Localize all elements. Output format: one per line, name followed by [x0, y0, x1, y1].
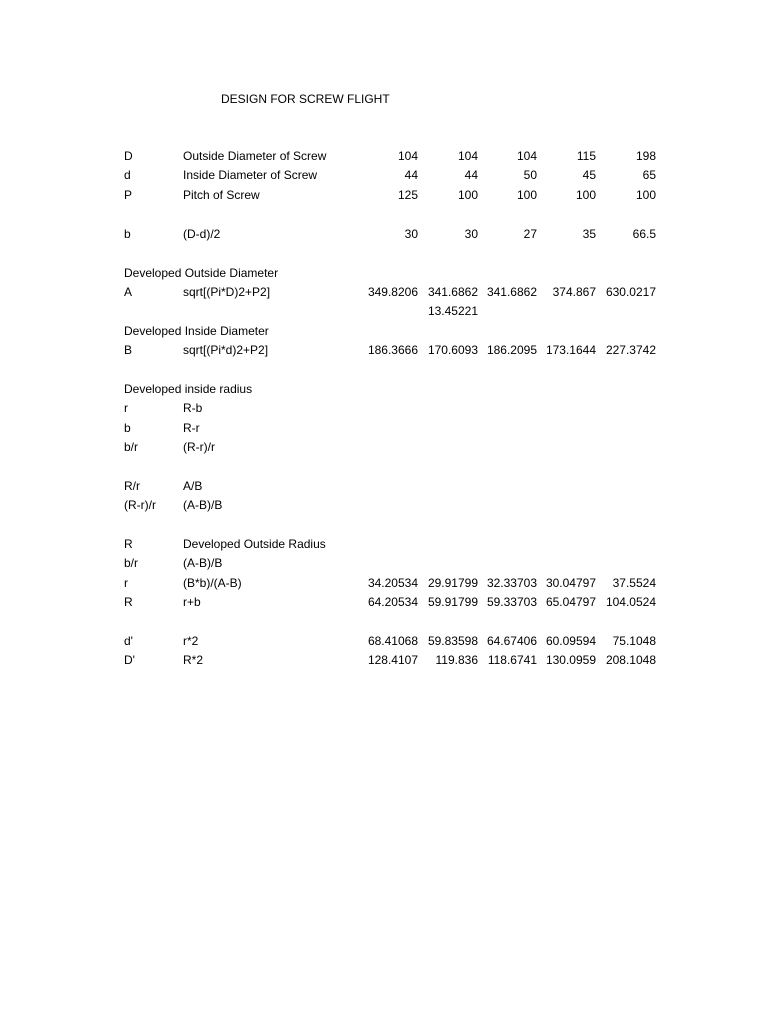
symbol-cell: b: [124, 421, 131, 435]
table-row: [0, 593, 768, 612]
table-row: [0, 166, 768, 185]
table-row: [0, 438, 768, 457]
description-cell: Inside Diameter of Screw: [183, 168, 318, 182]
value-cell-col-3: 32.33703: [486, 576, 537, 590]
value-cell-col-4: 30.04797: [545, 576, 596, 590]
symbol-cell: d: [124, 168, 131, 182]
symbol-cell: D': [124, 653, 135, 667]
value-cell-col-2: 29.91799: [427, 576, 478, 590]
section-heading: Developed Outside Diameter: [124, 266, 279, 280]
value-cell-col-2: 119.836: [435, 653, 478, 667]
value-cell-col-1: 186.3666: [367, 343, 418, 357]
value-cell-col-2: 170.6093: [427, 343, 478, 357]
value-cell-col-4: 374.867: [552, 285, 596, 299]
description-cell: sqrt[(Pi*d)2+P2]: [183, 343, 269, 357]
value-cell-col-4: 60.09594: [545, 634, 596, 648]
value-cell-col-4: 65.04797: [545, 595, 596, 609]
section-heading-row: [0, 264, 768, 283]
symbol-cell: r: [124, 576, 128, 590]
symbol-cell: b/r: [124, 556, 139, 570]
value-cell-col-3: 64.67406: [486, 634, 537, 648]
description-cell: R-b: [183, 401, 203, 415]
description-cell: (R-r)/r: [183, 440, 215, 454]
table-row: [0, 574, 768, 593]
description-cell: (D-d)/2: [183, 227, 221, 241]
value-cell-col-2: 30: [464, 227, 478, 241]
value-cell-col-3: 104: [516, 149, 537, 163]
value-cell-col-2: 100: [457, 188, 478, 202]
value-cell-col-5: 75.1048: [612, 634, 656, 648]
value-cell-col-3: 118.6741: [487, 653, 537, 667]
value-cell-col-4: 173.1644: [545, 343, 596, 357]
value-cell-col-3: 59.33703: [486, 595, 537, 609]
description-cell: A/B: [183, 479, 203, 493]
value-cell-col-4: 100: [575, 188, 596, 202]
description-cell: r*2: [183, 634, 199, 648]
value-cell-col-1: 34.20534: [367, 576, 418, 590]
value-cell-col-5: 227.3742: [605, 343, 656, 357]
value-cell-col-5: [586, 302, 656, 321]
value-cell-col-1: 30: [404, 227, 418, 241]
value-cell-col-5: 104.0524: [605, 595, 656, 609]
value-cell-col-5: 37.5524: [612, 576, 656, 590]
description-cell: (B*b)/(A-B): [183, 576, 242, 590]
value-cell-col-3: 186.2095: [486, 343, 537, 357]
section-heading-row: [0, 322, 768, 341]
value-cell-col-3: 100: [516, 188, 537, 202]
table-row: [0, 535, 768, 554]
table-row: [0, 147, 768, 166]
section-heading: Developed inside radius: [124, 382, 253, 396]
value-cell-col-3: 50: [523, 168, 537, 182]
table-row: [0, 399, 768, 418]
value-cell-col-1: 104: [397, 149, 418, 163]
symbol-cell: d': [124, 634, 133, 648]
section-heading: Developed Inside Diameter: [124, 324, 269, 338]
description-cell: R-r: [183, 421, 200, 435]
description-cell: sqrt[(Pi*D)2+P2]: [183, 285, 271, 299]
description-cell: R*2: [183, 653, 204, 667]
table-row: [0, 186, 768, 205]
value-cell-col-2: 59.83598: [427, 634, 478, 648]
table-row: [0, 302, 768, 321]
description-cell: r+b: [183, 595, 201, 609]
value-cell-col-4: 130.0959: [545, 653, 596, 667]
symbol-cell: R: [124, 595, 133, 609]
value-cell-col-4: 115: [576, 149, 596, 163]
value-cell-col-3: 27: [523, 227, 537, 241]
table-row: [0, 341, 768, 360]
value-cell-col-2: 104: [457, 149, 478, 163]
symbol-cell: D: [124, 149, 133, 163]
symbol-cell: (R-r)/r: [124, 498, 156, 512]
symbol-cell: A: [124, 285, 133, 299]
value-cell-col-2: 13.45221: [427, 304, 478, 318]
value-cell-col-2: 341.6862: [427, 285, 478, 299]
table-row: [0, 283, 768, 302]
value-cell-col-1: 349.8206: [367, 285, 418, 299]
table-row: [0, 496, 768, 515]
value-cell-col-5: 65: [642, 168, 656, 182]
symbol-cell: b/r: [124, 440, 139, 454]
value-cell-col-5: 66.5: [632, 227, 656, 241]
value-cell-col-1: 68.41068: [367, 634, 418, 648]
table-row: [0, 477, 768, 496]
table-row: [0, 554, 768, 573]
description-cell: (A-B)/B: [183, 498, 223, 512]
symbol-cell: P: [124, 188, 133, 202]
symbol-cell: r: [124, 401, 128, 415]
value-cell-col-1: 125: [397, 188, 418, 202]
symbol-cell: R: [124, 537, 133, 551]
value-cell-col-1: 44: [404, 168, 418, 182]
page-title: DESIGN FOR SCREW FLIGHT: [221, 92, 390, 106]
value-cell-col-2: 44: [464, 168, 478, 182]
value-cell-col-3: 341.6862: [486, 285, 537, 299]
symbol-cell: B: [124, 343, 133, 357]
description-cell: Outside Diameter of Screw: [183, 149, 327, 163]
value-cell-col-4: 35: [582, 227, 596, 241]
table-row: [0, 632, 768, 651]
value-cell-col-1: 128.4107: [367, 653, 418, 667]
section-heading-row: [0, 380, 768, 399]
value-cell-col-2: 59.91799: [427, 595, 478, 609]
description-cell: (A-B)/B: [183, 556, 223, 570]
symbol-cell: b: [124, 227, 131, 241]
description-cell: Pitch of Screw: [183, 188, 260, 202]
table-row: [0, 419, 768, 438]
table-row: [0, 651, 768, 670]
value-cell-col-5: 208.1048: [605, 653, 656, 667]
description-cell: Developed Outside Radius: [183, 537, 326, 551]
value-cell-col-5: 100: [635, 188, 656, 202]
value-cell-col-4: 45: [582, 168, 596, 182]
table-row: [0, 225, 768, 244]
value-cell-col-1: 64.20534: [367, 595, 418, 609]
symbol-cell: R/r: [124, 479, 140, 493]
value-cell-col-5: 198: [635, 149, 656, 163]
value-cell-col-5: 630.0217: [605, 285, 656, 299]
